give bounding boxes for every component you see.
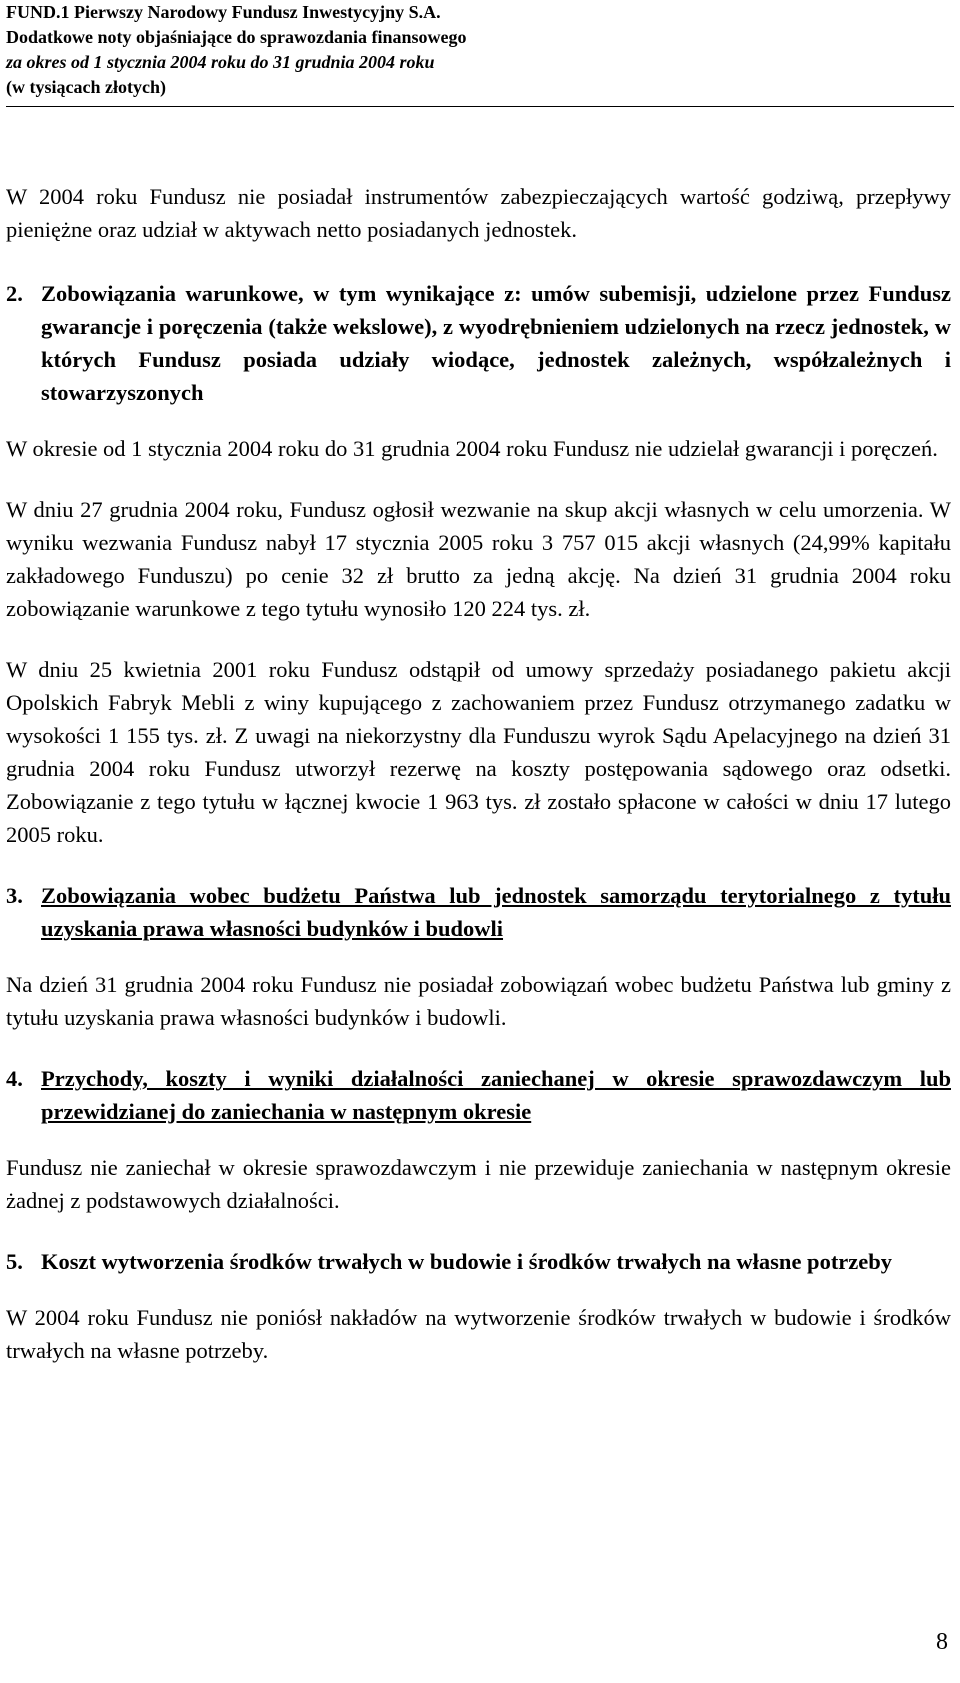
section-2-paragraph: W dniu 25 kwietnia 2001 roku Fundusz odstąpił od umowy sprzedaży posiadanego pakietu akcji Opolskich Fabryk Mebli z winy kupującego z zachowaniem przez Fundusz otrzymanego zadatku w wysokości 1 155 tys. zł. Z uwagi na niekorzystny dla Funduszu wyrok Sądu Apelacyjnego na dzień 31 grudnia 2004 roku Fundusz utworzył rezerwę na koszty postępowania sądowego oraz odsetki. Zobowiązanie z tego tytułu w łącznej kwocie 1 963 tys. zł zostało spłacone w całości w dniu 17 lutego 2005 roku. [6,657,951,847]
section-number: 3. [6,883,23,908]
section-5-heading [6,1245,951,1278]
section-4-paragraph: Fundusz nie zaniechał w okresie sprawozdawczym i nie przewiduje zaniechania w następnym okresie żadnej z podstawowych działalności. [6,1155,951,1213]
document-body [6,180,951,1367]
section-title: Przychody, koszty i wyniki działalności zaniechanej w okresie sprawozdawczym lub przewidzianej do zaniechania w następnym okresie [41,1066,951,1124]
section-3-paragraph: Na dzień 31 grudnia 2004 roku Fundusz nie posiadał zobowiązań wobec budżetu Państwa lub gminy z tytułu uzyskania prawa własności budynków i budowli. [6,972,951,1030]
section-title: Zobowiązania wobec budżetu Państwa lub jednostek samorządu terytorialnego z tytułu uzyskania prawa własności budynków i budowli [41,883,951,941]
page-number: 8 [936,1629,948,1655]
header-units: (w tysiącach złotych) [6,77,166,97]
document-header [6,0,954,107]
section-3-heading [6,879,951,945]
section-title: Koszt wytworzenia środków trwałych w budowie i środków trwałych na własne potrzeby [41,1249,893,1274]
section-number: 2. [6,281,23,306]
header-period: za okres od 1 stycznia 2004 roku do 31 grudnia 2004 roku [6,52,435,72]
section-5-paragraph: W 2004 roku Fundusz nie poniósł nakładów na wytworzenie środków trwałych w budowie i środków trwałych na własne potrzeby. [6,1305,951,1363]
section-2-paragraph: W okresie od 1 stycznia 2004 roku do 31 grudnia 2004 roku Fundusz nie udzielał gwarancji i poręczeń. [6,436,938,461]
intro-paragraph: W 2004 roku Fundusz nie posiadał instrumentów zabezpieczających wartość godziwą, przepływy pieniężne oraz udział w aktywach netto posiadanych jednostek. [6,184,951,242]
header-company: FUND.1 Pierwszy Narodowy Fundusz Inwestycyjny S.A. [6,2,441,22]
section-number: 4. [6,1066,23,1091]
section-title: Zobowiązania warunkowe, w tym wynikające z: umów subemisji, udzielone przez Fundusz gwarancje i poręczenia (także wekslowe), z wyodrębnieniem udzielonych na rzecz jednostek, w których Fundusz posiada udziały wiodące, jednostek zależnych, współzależnych i stowarzyszonych [41,281,951,405]
section-2-paragraph: W dniu 27 grudnia 2004 roku, Fundusz ogłosił wezwanie na skup akcji własnych w celu umorzenia. W wyniku wezwania Fundusz nabył 17 stycznia 2005 roku 3 757 015 akcji własnych (24,99% kapitału zakładowego Funduszu) po cenie 32 zł brutto za jedną akcję. Na dzień 31 grudnia 2004 roku zobowiązanie warunkowe z tego tytułu wynosiło 120 224 tys. zł. [6,497,951,621]
header-title: Dodatkowe noty objaśniające do sprawozdania finansowego [6,27,467,47]
section-4-heading [6,1062,951,1128]
section-2-heading [6,277,951,409]
section-number: 5. [6,1249,23,1274]
